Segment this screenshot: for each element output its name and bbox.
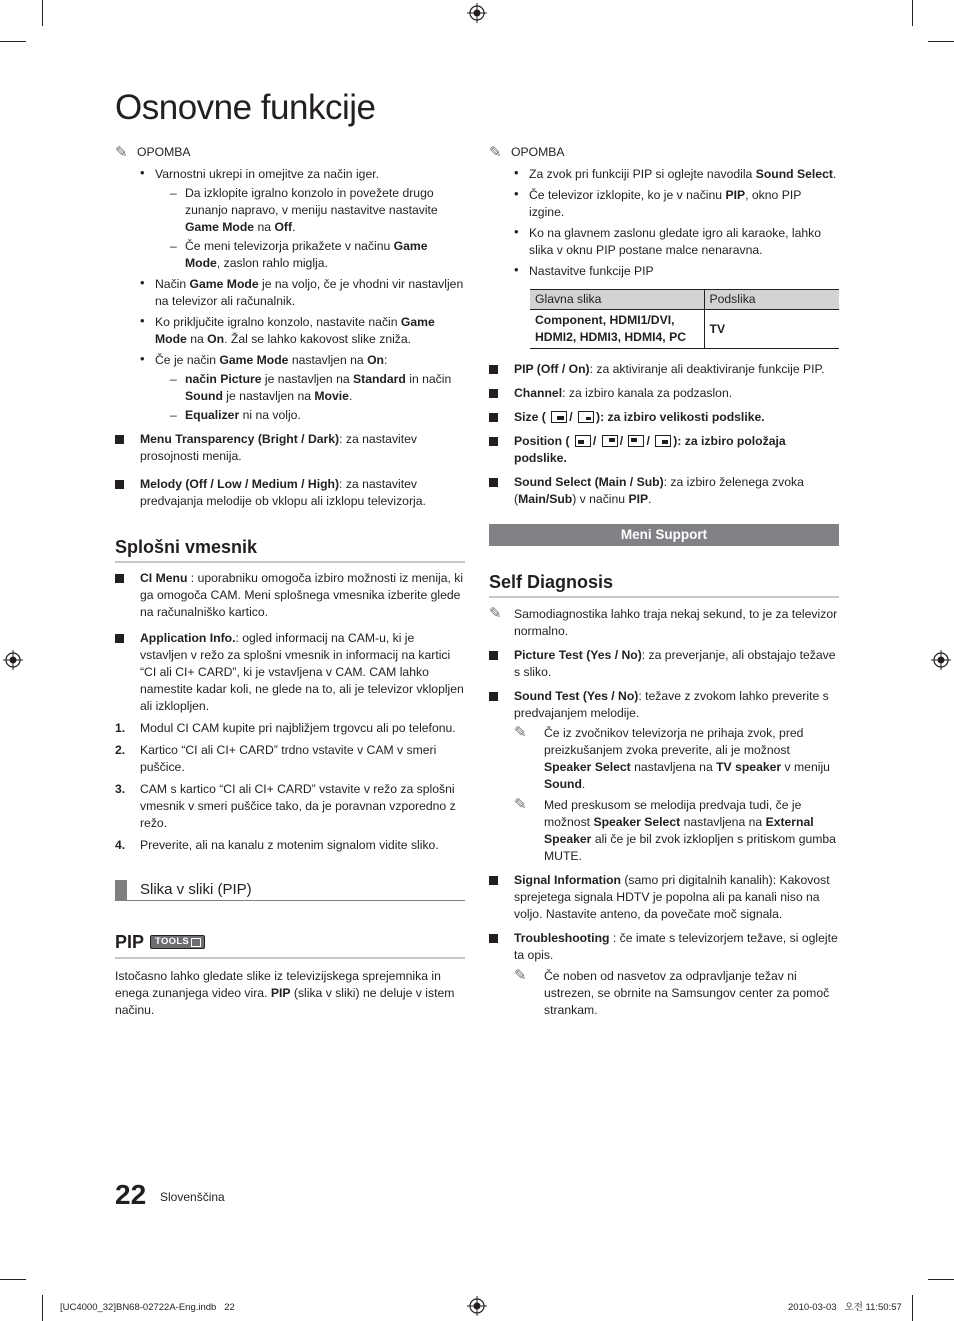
registration-mark-icon: [467, 3, 487, 23]
option-list: [115, 431, 465, 510]
pencil-note-icon: ✎: [115, 143, 128, 161]
option-list: [115, 570, 465, 715]
pencil-note-icon: ✎: [489, 143, 502, 161]
troubleshooting-note: ✎ Če noben od nasvetov za odpravljanje težav ni ustrezen, se obrnite na Samsungov center za pomoč strankam.: [514, 967, 830, 1017]
tools-badge: TOOLS: [150, 935, 205, 949]
page-language: Slovenščina: [160, 1190, 225, 1204]
pip-settings-table: [530, 289, 839, 349]
note-label: OPOMBA: [511, 144, 565, 159]
crop-mark: [912, 0, 913, 26]
left-column: [115, 142, 465, 1019]
list-item: • Ko na glavnem zaslonu gledate igro ali karaoke, lahko slika v oknu PIP postane malce nenaravna.: [514, 225, 839, 259]
tools-icon: [191, 938, 201, 947]
list-item: [140, 166, 465, 272]
ci-menu-item: CI Menu : uporabniku omogoča izbiro možnosti iz menija, ki ga omogoča CAM. Meni splošnega vmesnika izberite glede na računalniško kartico.: [115, 570, 465, 621]
print-slug-date: 2010-03-03 오전 11:50:57: [788, 1302, 902, 1313]
page-title: Osnovne funkcije: [115, 88, 376, 127]
sound-note: ✎ Med preskusom se melodija predvaja tudi, če je možnost Speaker Select nastavljena na External Speaker ali če je bil zvok izklopljen s pritiskom gumba MUTE.: [514, 796, 836, 863]
size-large-icon: [551, 411, 567, 423]
sound-test-item: Sound Test (Yes / No): težave z zvokom lahko preverite s predvajanjem melodije. ✎ Če iz zvočnikov televizorja ne prihaja zvok, pred preizkušanjem zvoka preverite, ali je možnost Speaker Select nastavljena na TV speaker v meniju Sound. ✎ Med preskusom se melodija predvaja tudi, če je možnost Speaker Select nastavljena na External Speaker ali če je bil zvok izklopljen s pritiskom gumba MUTE.: [489, 688, 839, 865]
registration-mark-icon: [3, 650, 23, 670]
section-title: Splošni vmesnik: [115, 536, 465, 563]
menu-section-bar: Meni Support: [489, 524, 839, 546]
note-label: OPOMBA: [137, 144, 191, 159]
right-column: [489, 142, 839, 1019]
picture-test-item: Picture Test (Yes / No): za preverjanje, ali obstajajo težave s sliko.: [489, 647, 839, 681]
print-slug-file: [UC4000_32]BN68-02722A-Eng.indb 22: [60, 1302, 235, 1313]
list-item: • Način Game Mode je na voljo, če je vhodni vir nastavljen na televizor ali računalnik.: [140, 276, 465, 310]
crop-mark: [928, 1279, 954, 1280]
option-list: [489, 647, 839, 1019]
pencil-note-icon: ✎: [514, 796, 527, 813]
signal-information-item: Signal Information (samo pri digitalnih kanalih): Kakovost sprejetega signala HDTV je popolna ali pa kanali niso na voljo. Nastavite anteno, da povečate moč signala.: [489, 872, 839, 923]
position-top-left-icon: [628, 435, 644, 447]
list-item: – Da izklopite igralno konzolo in povežete drugo zunanjo napravo, v meniju nastavitve nastavite Game Mode na Off.: [170, 185, 465, 236]
position-top-right-icon: [602, 435, 618, 447]
sound-select-item: Sound Select (Main / Sub): za izbiro želenega zvoka (Main/Sub) v načinu PIP.: [489, 474, 839, 508]
position-item: Position ( / / / ): za izbiro položaja podslike.: [489, 433, 839, 467]
pip-title: PIP TOOLS: [115, 931, 465, 959]
step-item: 3. CAM s kartico “CI ali CI+ CARD” vstavite v režo za splošni vmesnik v smeri puščice tako, da je poravnan vzporedno z režo.: [115, 782, 456, 830]
pencil-note-icon: ✎: [514, 724, 527, 741]
application-info-item: Application Info.: ogled informacij na CAM-u, ki je vstavljen v režo za splošni vmesnik in informacij na kartici “CI ali CI+ CARD”, ki je vstavljena v CAM. CAM lahko namestite kadar koli, ne glede na to, ali je televizor vklopljen ali izklopljen.: [115, 630, 465, 715]
sub-list: [155, 185, 465, 272]
table-header: Podslika: [704, 290, 839, 310]
menu-transparency-item: Menu Transparency (Bright / Dark): za nastavitev prosojnosti menija.: [115, 431, 465, 465]
list-item: • Nastavitve funkcije PIP: [514, 263, 839, 280]
step-item: 2. Kartico “CI ali CI+ CARD” trdno vstavite v CAM v smeri puščice.: [115, 743, 437, 774]
size-item: Size ( / ): za izbiro velikosti podslike.: [489, 409, 839, 426]
steps-list: [115, 720, 465, 854]
step-item: 1. Modul CI CAM kupite pri najbližjem trgovcu ali po telefonu.: [115, 721, 456, 735]
list-item: • Ko priključite igralno konzolo, nastavite način Game Mode na On. Žal se lahko kakovost slike zniža.: [140, 314, 465, 348]
section-title: Self Diagnosis: [489, 571, 839, 598]
list-item: • Če je način Game Mode nastavljen na On: – način Picture je nastavljen na Standard in način Sound je nastavljen na Movie. – Equalizer ni na voljo.: [140, 352, 465, 424]
list-item: – Equalizer ni na voljo.: [170, 407, 465, 424]
note-header: [115, 142, 465, 162]
crop-mark: [912, 1295, 913, 1321]
crop-mark: [42, 0, 43, 26]
note-list: [489, 166, 839, 280]
position-bottom-left-icon: [575, 435, 591, 447]
pencil-note-icon: ✎: [514, 967, 527, 984]
melody-item: Melody (Off / Low / Medium / High): za nastavitev predvajanja melodije ob vklopu ali izklopu televizorja.: [115, 476, 465, 510]
sub-list: [155, 371, 465, 424]
list-item: – način Picture je nastavljen na Standard in način Sound je nastavljen na Movie.: [170, 371, 465, 405]
sound-note: ✎ Če iz zvočnikov televizorja ne prihaja zvok, pred preizkušanjem zvoka preverite, ali je možnost Speaker Select nastavljena na TV speaker v meniju Sound.: [514, 724, 830, 791]
size-small-icon: [578, 411, 594, 423]
crop-mark: [928, 41, 954, 42]
bullet-text: Varnostni ukrepi in omejitve za način iger.: [155, 167, 380, 181]
table-cell: TV: [704, 310, 839, 349]
diagnosis-note: ✎ Samodiagnostika lahko traja nekaj sekund, to je za televizor normalno.: [489, 605, 838, 638]
step-item: 4. Preverite, ali na kanalu z motenim signalom vidite sliko.: [115, 838, 439, 852]
pip-description: Istočasno lahko gledate slike iz televizijskega sprejemnika in enega zunanjega video vira. PIP (slika v sliki) ne deluje v istem načinu.: [115, 969, 455, 1017]
troubleshooting-item: Troubleshooting : če imate s televizorjem težave, si oglejte ta opis. ✎ Če noben od nasvetov za odpravljanje težav ni ustrezen, se obrnite na Samsungov center za pomoč strankam.: [489, 930, 839, 1019]
pip-onoff-item: PIP (Off / On): za aktiviranje ali deaktiviranje funkcije PIP.: [489, 361, 839, 378]
channel-item: Channel: za izbiro kanala za podzaslon.: [489, 385, 839, 402]
subsection-title: Slika v sliki (PIP): [115, 880, 465, 901]
note-header: [489, 142, 839, 162]
registration-mark-icon: [467, 1296, 487, 1316]
subsection-bar: [115, 880, 127, 900]
note-list: [115, 166, 465, 424]
crop-mark: [0, 41, 26, 42]
option-list: [489, 361, 839, 508]
crop-mark: [0, 1279, 26, 1280]
page-number: 22: [115, 1179, 147, 1210]
crop-mark: [42, 1295, 43, 1321]
list-item: • Če televizor izklopite, ko je v načinu PIP, okno PIP izgine.: [514, 187, 839, 221]
list-item: – Če meni televizorja prikažete v načinu Game Mode, zaslon rahlo miglja.: [170, 238, 465, 272]
table-cell: Component, HDMI1/DVI, HDMI2, HDMI3, HDMI4, PC: [530, 310, 704, 349]
position-bottom-right-icon: [655, 435, 671, 447]
registration-mark-icon: [931, 650, 951, 670]
pencil-note-icon: ✎: [489, 605, 502, 622]
list-item: • Za zvok pri funkciji PIP si oglejte navodila Sound Select.: [514, 166, 839, 183]
table-header: Glavna slika: [530, 290, 704, 310]
